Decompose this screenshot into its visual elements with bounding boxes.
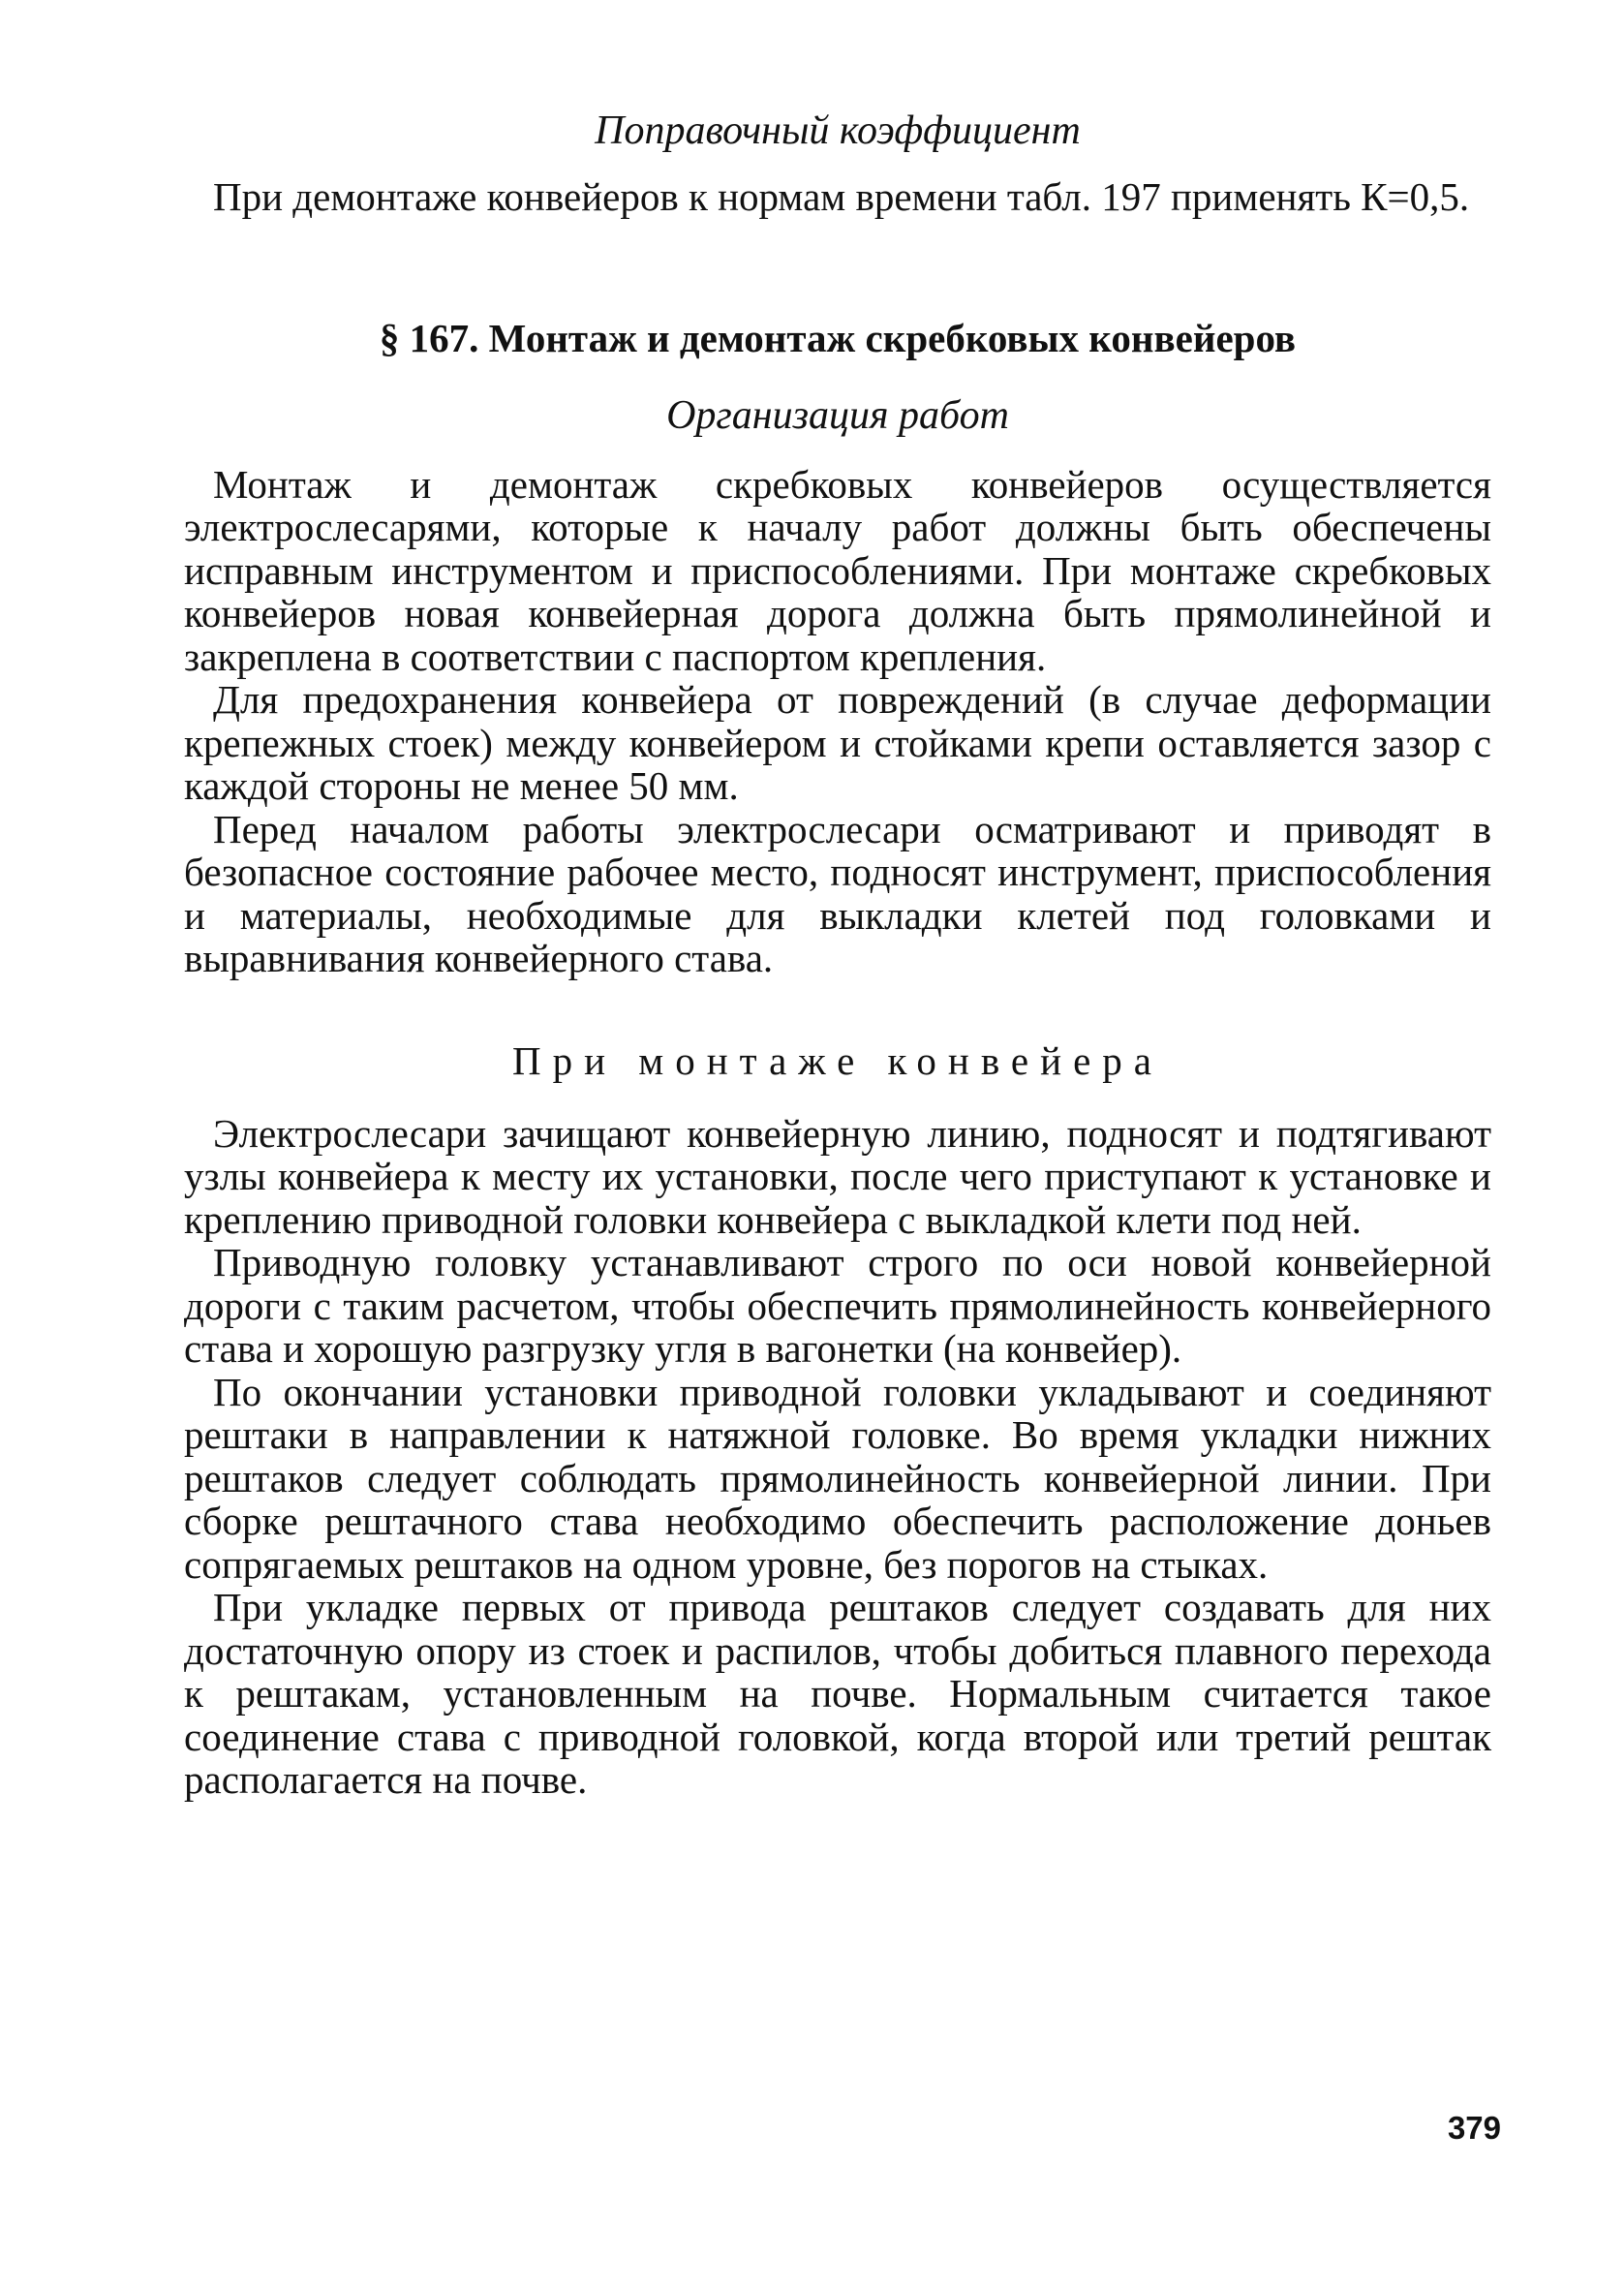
paragraph-organization-3: Перед началом работы электрослесари осматривают и приводят в безопасное состояние рабочее место, подносят инструмент, приспособления и материалы, необходимые для выкладки клетей под головками и выравнивания конвейерного става. — [184, 806, 1491, 980]
paragraph-mounting-3: По окончании установки приводной головки укладывают и соединяют рештаки в направлении к натяжной головке. Во время укладки нижних рештаков следует соблюдать прямолинейность конвейерной линии. При сборке рештачного става необходимо обеспечить расположение доньев сопрягаемых рештаков на одном уровне, без порогов на стыках. — [184, 1369, 1491, 1587]
paragraph-mounting-4: При укладке первых от привода рештаков следует создавать для них достаточную опору из стоек и распилов, чтобы добиться плавного перехода к рештакам, установленным на почве. Нормальным считается такое соединение става с приводной головкой, когда второй или третий рештак располагается на почве. — [184, 1585, 1491, 1802]
work-organization-heading: Организация работ — [666, 392, 1009, 438]
paragraph-organization-2: Для предохранения конвейера от повреждений (в случае деформации крепежных стоек) между конвейером и стойками крепи оставляется зазор с каждой стороны не менее 50 мм. — [184, 677, 1491, 808]
paragraph-mounting-2: Приводную головку устанавливают строго по оси новой конвейерной дороги с таким расчетом, чтобы обеспечить прямолинейность конвейерного става и хорошую разгрузку угля в вагонетки (на конвейер). — [184, 1240, 1491, 1371]
page-content — [184, 107, 1491, 1802]
mounting-heading: При монтаже конвейера — [512, 1037, 1163, 1083]
page-number: 379 — [1447, 2110, 1501, 2146]
correction-factor-heading: Поправочный коэффициент — [595, 108, 1081, 153]
section-167-title: § 167. Монтаж и демонтаж скребковых конвейеров — [379, 315, 1297, 360]
paragraph-organization-1: Монтаж и демонтаж скребковых конвейеров осуществляется электрослесарями, которые к началу работ должны быть обеспечены исправным инструментом и приспособлениями. При монтаже скребковых конвейеров новая конвейерная дорога должна быть прямолинейной и закреплена в соответствии с паспортом крепления. — [184, 461, 1491, 679]
paragraph-mounting-1: Электрослесари зачищают конвейерную линию, подносят и подтягивают узлы конвейера к месту их установки, после чего приступают к установке и креплению приводной головки конвейера с выкладкой клети под ней. — [184, 1110, 1491, 1242]
correction-factor-paragraph: При демонтаже конвейеров к нормам времени табл. 197 применять К=0,5. — [213, 174, 1470, 219]
